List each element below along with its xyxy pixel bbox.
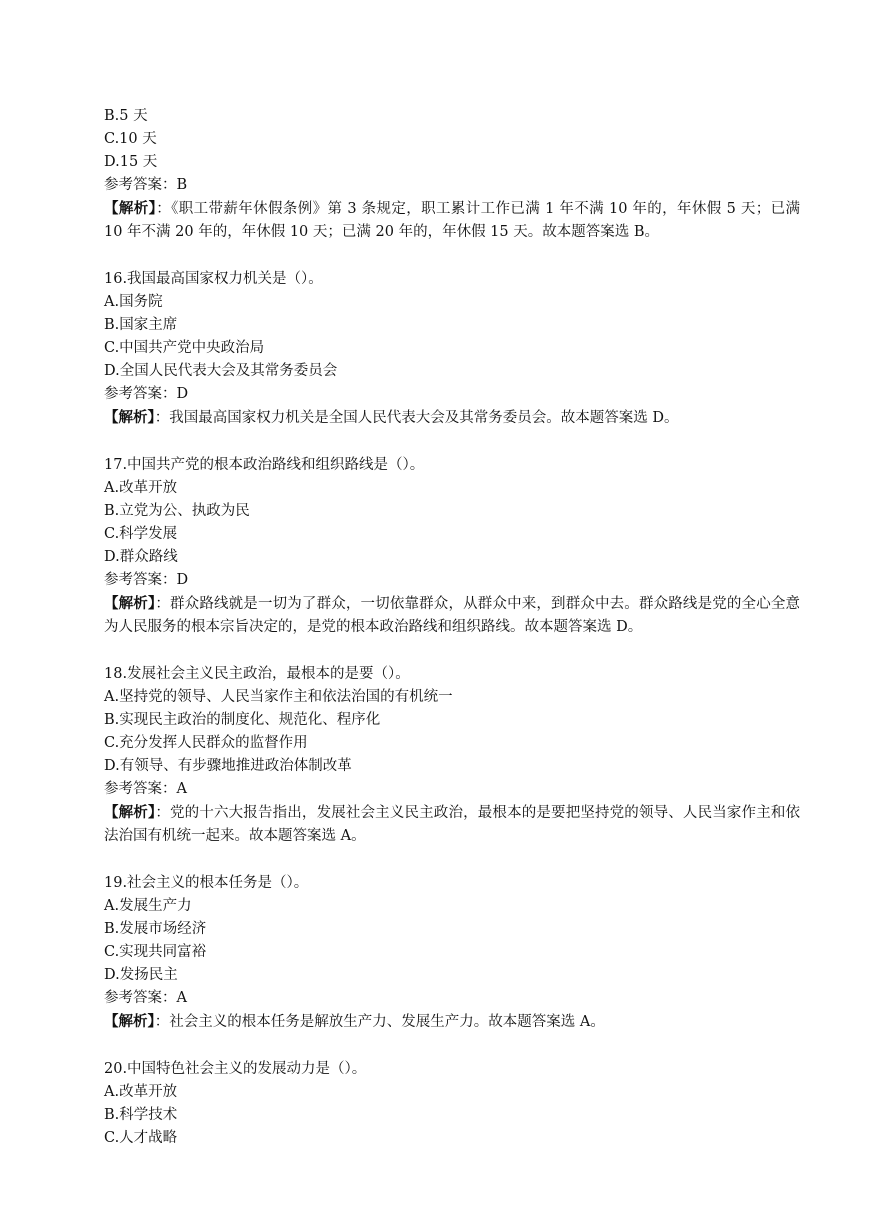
analysis xyxy=(104,197,800,244)
reference-answer: 参考答案：A xyxy=(104,990,187,1006)
analysis xyxy=(104,592,800,639)
option-c: C.中国共产党中央政治局 xyxy=(104,340,265,356)
option-d: D.全国人民代表大会及其常务委员会 xyxy=(104,363,338,379)
analysis-text: ：《职工带薪年休假条例》第 3 条规定，职工累计工作已满 1 年不满 10 年的，年休假 5 天；已满 10 年不满 20 年的，年休假 10 天；已满 20 年的，年休假 15 天。故本题答案选 B。 xyxy=(104,201,801,240)
question-20 xyxy=(104,1058,800,1150)
analysis-label: 【解析】 xyxy=(104,409,155,426)
analysis-label: 【解析】 xyxy=(104,200,157,217)
analysis-text: ：群众路线就是一切为了群众，一切依靠群众，从群众中来，到群众中去。群众路线是党的全心全意为人民服务的根本宗旨决定的，是党的根本政治路线和组织路线。故本题答案选 D。 xyxy=(104,596,801,635)
question-17 xyxy=(104,454,800,639)
reference-answer: 参考答案：B xyxy=(104,177,188,193)
option-a: A.改革开放 xyxy=(104,1084,178,1100)
analysis-text: ：我国最高国家权力机关是全国人民代表大会及其常务委员会。故本题答案选 D。 xyxy=(154,410,679,426)
question-stem: 20.中国特色社会主义的发展动力是（）。 xyxy=(104,1061,367,1077)
reference-answer: 参考答案：D xyxy=(104,386,189,402)
option-c: C.实现共同富裕 xyxy=(104,944,207,960)
analysis xyxy=(104,1010,800,1034)
analysis-text: ：社会主义的根本任务是解放生产力、发展生产力。故本题答案选 A。 xyxy=(154,1014,605,1030)
document-page xyxy=(104,105,800,1150)
analysis xyxy=(104,406,800,430)
option-d: D.15 天 xyxy=(104,154,158,170)
question-stem: 19.社会主义的根本任务是（）。 xyxy=(104,875,309,891)
option-d: D.群众路线 xyxy=(104,549,178,565)
option-c: C.科学发展 xyxy=(104,526,178,542)
option-a: A.发展生产力 xyxy=(104,898,192,914)
question-19 xyxy=(104,872,800,1034)
option-c: C.人才战略 xyxy=(104,1130,178,1146)
question-stem: 16.我国最高国家权力机关是（）。 xyxy=(104,271,323,287)
question-15-continued xyxy=(104,105,800,244)
option-b: B.5 天 xyxy=(104,108,148,124)
analysis-label: 【解析】 xyxy=(104,1013,155,1030)
question-stem: 18.发展社会主义民主政治，最根本的是要（）。 xyxy=(104,666,410,682)
analysis-text: ：党的十六大报告指出，发展社会主义民主政治，最根本的是要把坚持党的领导、人民当家作主和依法治国有机统一起来。故本题答案选 A。 xyxy=(104,805,801,844)
question-stem: 17.中国共产党的根本政治路线和组织路线是（）。 xyxy=(104,457,425,473)
option-d: D.发扬民主 xyxy=(104,967,178,983)
question-16 xyxy=(104,268,800,430)
question-18 xyxy=(104,663,800,848)
option-b: B.发展市场经济 xyxy=(104,921,207,937)
analysis xyxy=(104,801,800,848)
option-a: A.国务院 xyxy=(104,294,163,310)
option-b: B.立党为公、执政为民 xyxy=(104,503,250,519)
analysis-label: 【解析】 xyxy=(104,804,156,821)
reference-answer: 参考答案：A xyxy=(104,781,187,797)
option-b: B.国家主席 xyxy=(104,317,178,333)
analysis-label: 【解析】 xyxy=(104,595,156,612)
option-d: D.有领导、有步骤地推进政治体制改革 xyxy=(104,758,352,774)
option-a: A.坚持党的领导、人民当家作主和依法治国的有机统一 xyxy=(104,689,453,705)
option-a: A.改革开放 xyxy=(104,480,178,496)
option-c: C.充分发挥人民群众的监督作用 xyxy=(104,735,308,751)
option-b: B.科学技术 xyxy=(104,1107,178,1123)
reference-answer: 参考答案：D xyxy=(104,572,189,588)
option-c: C.10 天 xyxy=(104,131,157,147)
option-b: B.实现民主政治的制度化、规范化、程序化 xyxy=(104,712,381,728)
